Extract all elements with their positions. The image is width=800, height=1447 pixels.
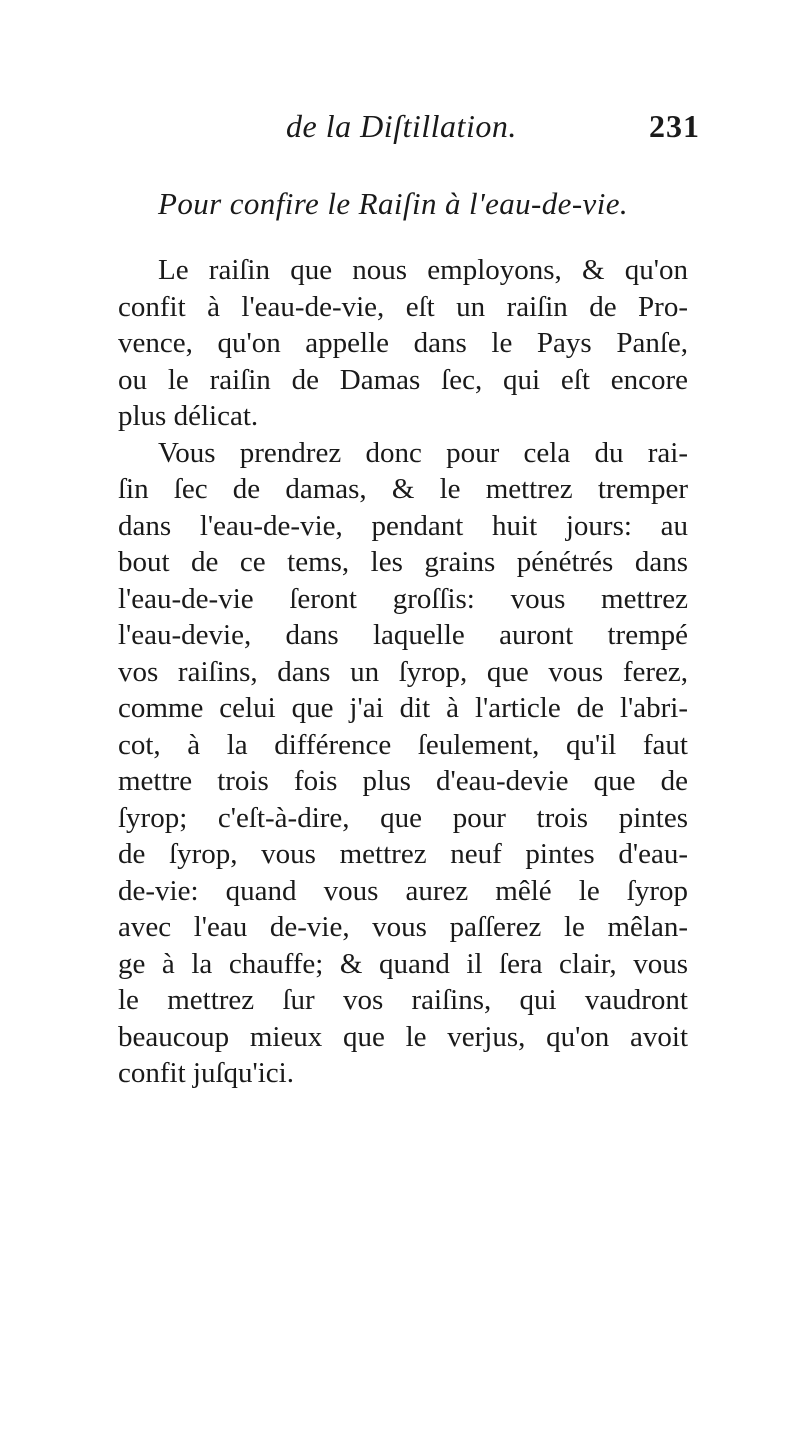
text-line: ou le raiſin de Damas ſec, qui eſt encore xyxy=(118,363,688,396)
text-line: confit juſqu'ici. xyxy=(118,1057,294,1089)
text-line: vence, qu'on appelle dans le Pays Panſe, xyxy=(118,327,688,359)
body-text xyxy=(118,252,688,1092)
text-line: comme celui que j'ai dit à l'article de l'abri- xyxy=(118,692,688,724)
text-line: plus délicat. xyxy=(118,400,259,432)
text-line: avec l'eau de-vie, vous paſſerez le mêlan- xyxy=(118,911,688,943)
text-line: bout de ce tems, les grains pénétrés dans xyxy=(118,546,688,578)
text-line: Le raiſin que nous employons, & qu'on xyxy=(158,254,688,286)
running-head xyxy=(160,108,700,152)
text-line: de-vie: quand vous aurez mêlé le ſyrop xyxy=(118,874,688,907)
text-line: vos raiſins, dans un ſyrop, que vous ferez, xyxy=(118,655,688,688)
text-line: ſin ſec de damas, & le mettrez tremper xyxy=(118,473,688,505)
text-line: le mettrez ſur vos raiſins, qui vaudront xyxy=(118,984,688,1016)
text-line: beaucoup mieux que le verjus, qu'on avoit xyxy=(118,1020,688,1053)
text-line: cot, à la différence ſeulement, qu'il faut xyxy=(118,728,688,761)
text-line: l'eau-de-vie ſeront groſſis: vous mettrez xyxy=(118,582,688,615)
text-line: Vous prendrez donc pour cela du rai- xyxy=(158,436,688,469)
section-heading: Pour confire le Raiſin à l'eau-de-vie. xyxy=(158,186,629,221)
text-line: l'eau-devie, dans laquelle auront trempé xyxy=(118,619,688,651)
running-title: de la Diſtillation. xyxy=(286,108,517,144)
text-line: ge à la chauffe; & quand il ſera clair, vous xyxy=(118,947,688,980)
text-line: mettre trois fois plus d'eau-devie que de xyxy=(118,765,688,797)
text-line: confit à l'eau-de-vie, eſt un raiſin de Pro- xyxy=(118,290,688,323)
page-number: 231 xyxy=(649,108,700,144)
text-line: dans l'eau-de-vie, pendant huit jours: au xyxy=(118,509,688,542)
text-line: de ſyrop, vous mettrez neuf pintes d'eau- xyxy=(118,838,688,870)
text-line: ſyrop; c'eſt-à-dire, que pour trois pintes xyxy=(118,801,688,834)
